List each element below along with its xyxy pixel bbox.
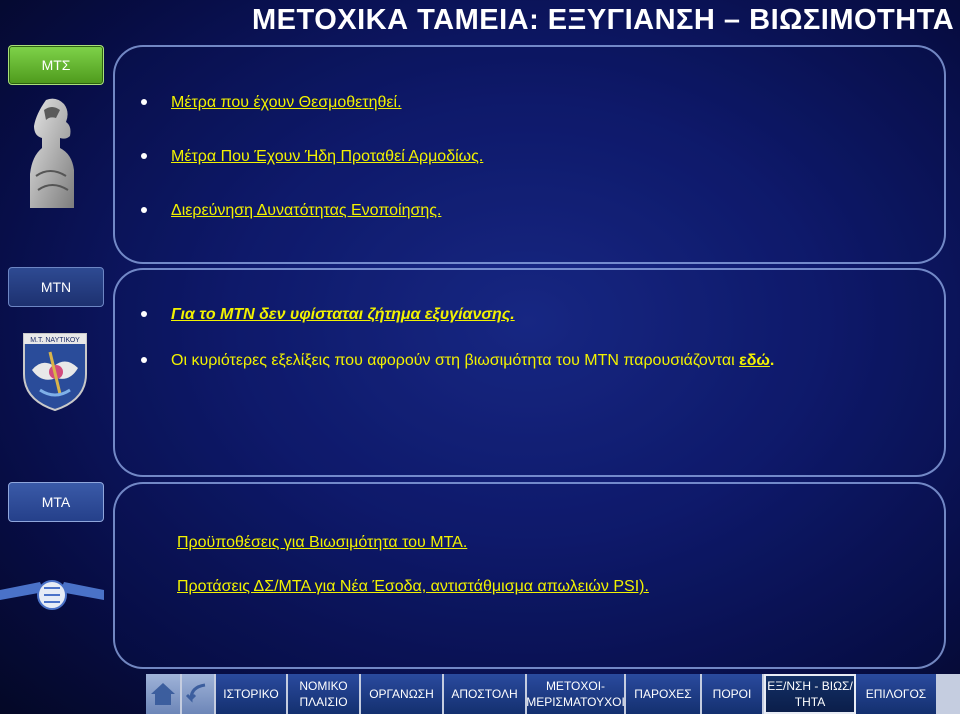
back-button[interactable] [182, 674, 216, 714]
list-item[interactable] [141, 94, 924, 112]
nav-mission[interactable]: ΑΠΟΣΤΟΛΗ [444, 674, 527, 714]
nav-organization[interactable]: ΟΡΓΑΝΩΣΗ [361, 674, 444, 714]
list-item [141, 306, 924, 324]
page-title: ΜΕΤΟΧΙΚΑ ΤΑΜΕΙΑ: ΕΞΥΓΙΑΝΣΗ – ΒΙΩΣΙΜΟΤΗΤΑ [252, 4, 955, 36]
bullet-icon [141, 357, 147, 363]
bullet-icon [141, 207, 147, 213]
athena-statue-logo [26, 96, 76, 208]
mts-item-link[interactable]: Μέτρα που έχουν Θεσμοθετηθεί. [171, 94, 402, 111]
mts-item-link[interactable]: Μέτρα Που Έχουν Ήδη Προταθεί Αρμοδίως. [171, 148, 484, 165]
nav-restructuring-viability[interactable]: ΕΞ/ΝΣΗ - ΒΙΩΣ/ΤΗΤΑ [764, 674, 856, 714]
bullet-icon [141, 153, 147, 159]
nav-resources[interactable]: ΠΟΡΟΙ [702, 674, 764, 714]
mtn-panel [113, 268, 946, 477]
home-icon [149, 681, 177, 707]
tab-mta[interactable]: ΜΤΑ [8, 482, 104, 522]
mtn-item-text: Οι κυριότερες εξελίξεις που αφορούν στη βιωσιμότητα του ΜΤΝ παρουσιάζονται [171, 352, 740, 369]
air-force-fund-logo [0, 578, 104, 612]
list-item [141, 352, 924, 370]
navy-fund-logo [20, 330, 90, 412]
mtn-here-link[interactable]: εδώ [739, 352, 770, 369]
back-arrow-icon [185, 681, 211, 707]
mtn-item-text: Για το ΜΤΝ δεν υφίσταται ζήτημα εξυγίανσης. [171, 306, 515, 323]
mts-item-link[interactable]: Διερεύνηση Δυνατότητας Ενοποίησης. [171, 202, 442, 219]
tab-mts[interactable]: ΜΤΣ [8, 45, 104, 85]
mta-item-link[interactable]: Προϋποθέσεις για Βιωσιμότητα του ΜΤΑ. [177, 534, 468, 551]
nav-shareholders[interactable]: ΜΕΤΟΧΟΙ-ΜΕΡΙΣΜΑΤΟΥΧΟΙ [527, 674, 626, 714]
mtn-item-end: . [769, 352, 775, 369]
list-item[interactable] [141, 148, 924, 166]
nav-benefits[interactable]: ΠΑΡΟΧΕΣ [626, 674, 702, 714]
list-item[interactable] [141, 202, 924, 220]
bullet-icon [141, 99, 147, 105]
tab-mtn[interactable]: ΜΤΝ [8, 267, 104, 307]
nav-history[interactable]: ΙΣΤΟΡΙΚΟ [216, 674, 288, 714]
mta-item-link[interactable]: Προτάσεις ΔΣ/ΜΤΑ για Νέα Έσοδα, αντιστάθμισμα απωλειών PSI). [177, 578, 649, 595]
mts-panel [113, 45, 946, 264]
nav-legal-framework[interactable]: ΝΟΜΙΚΟ ΠΛΑΙΣΙΟ [288, 674, 361, 714]
bullet-icon [141, 311, 147, 317]
mta-panel [113, 482, 946, 669]
navy-logo-text: Μ.Τ. ΝΑΥΤΙΚΟΥ [30, 337, 80, 344]
nav-epilogue[interactable]: ΕΠΙΛΟΓΟΣ [856, 674, 938, 714]
home-button[interactable] [146, 674, 182, 714]
bottom-nav [146, 674, 960, 714]
